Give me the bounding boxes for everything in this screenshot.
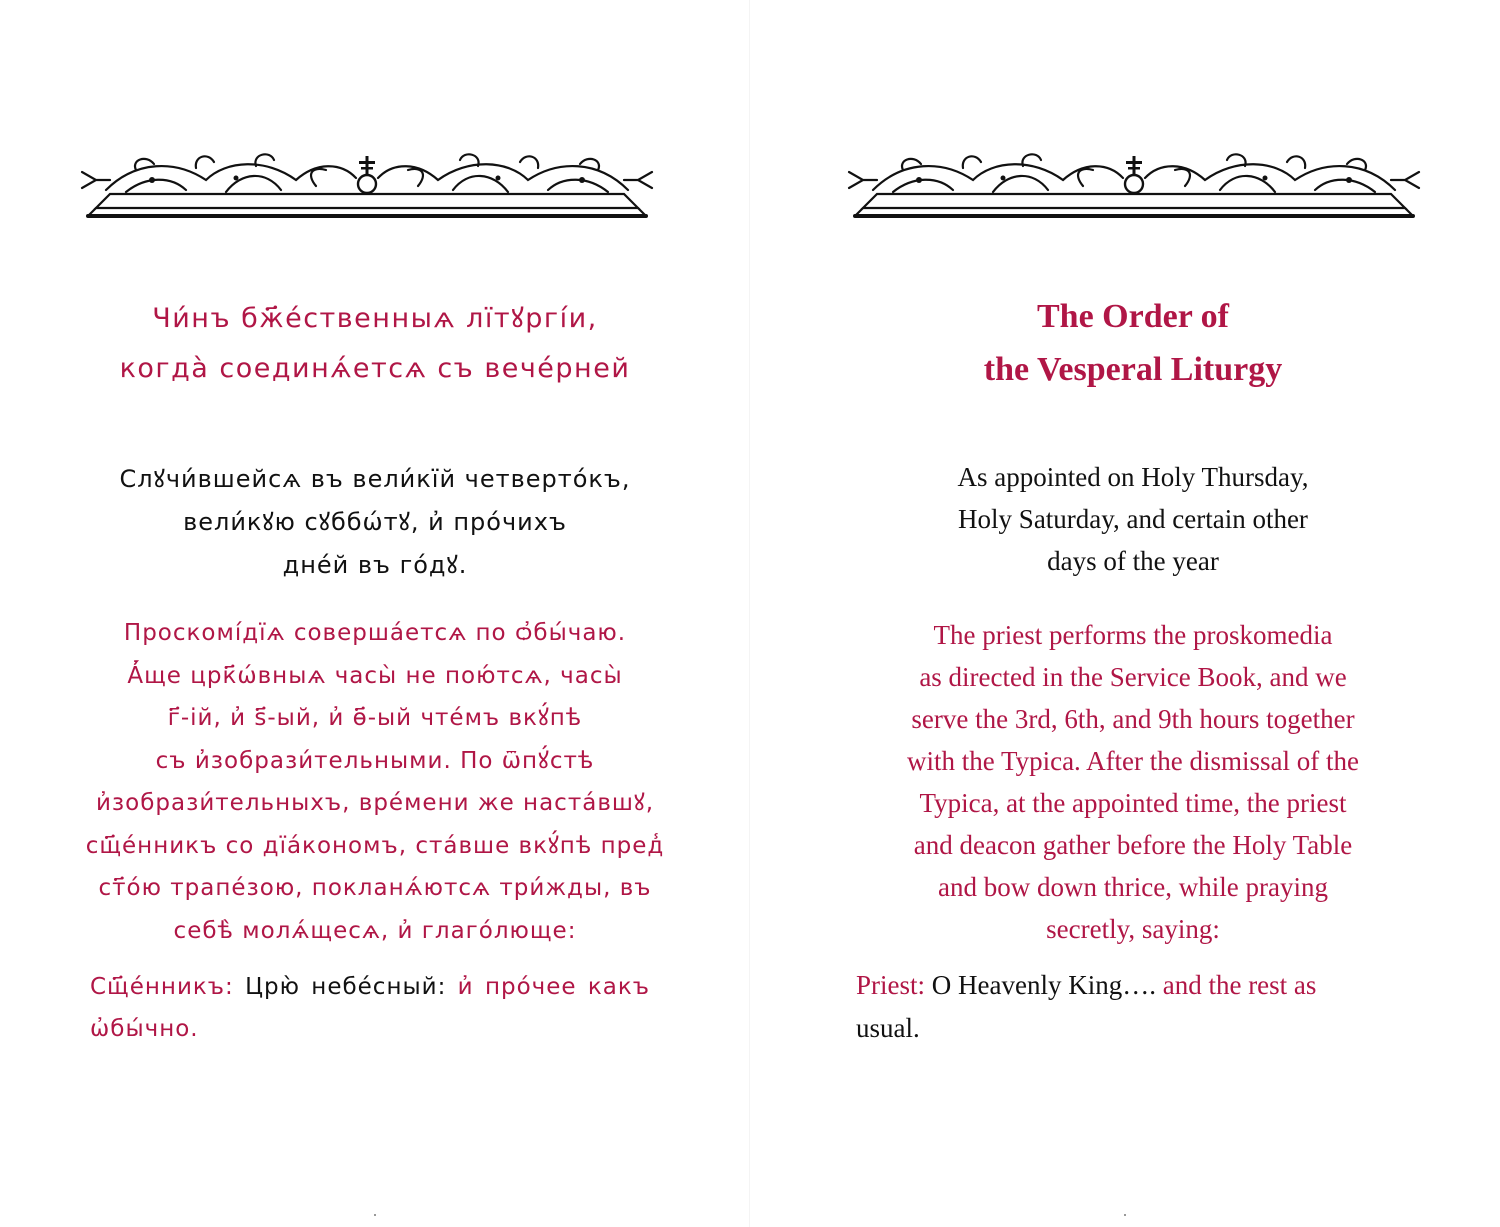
right-page <box>750 0 1500 1227</box>
english-rubric-line: with the Typica. After the dismissal of the <box>906 746 1360 776</box>
slavonic-priest-incipit: Црю̀ <box>245 974 300 1000</box>
slavonic-rubric-line: сщ҃е́нникъ со дїа́кономъ, ста́вше вкꙋ́пѣ пред̾ <box>85 832 665 859</box>
english-title-line-1: The Order of <box>1036 298 1229 335</box>
slavonic-rubric-line: съ и҆зобрази́тельными. По ѿпꙋ́стѣ <box>155 747 595 774</box>
slavonic-priest-text: небе́сный: <box>311 974 447 1000</box>
english-subtitle-line-3: days of the year <box>1047 546 1219 576</box>
english-rubric-line: serve the 3rd, 6th, and 9th hours together <box>911 704 1355 734</box>
slavonic-priest-rest: и҆ про́чее какъ <box>457 974 650 1000</box>
slavonic-subtitle-line-1: Слꙋчи́вшейсѧ въ вели́кїй четверто́къ, <box>119 465 631 493</box>
english-rubric-line: Typica, at the appointed time, the priest <box>919 788 1347 818</box>
slavonic-priest-line <box>90 966 650 1050</box>
english-subtitle <box>833 456 1433 582</box>
slavonic-subtitle-line-3: дне́й въ го́дꙋ. <box>282 551 468 579</box>
english-rubric-line: The priest performs the proskomedia <box>933 620 1333 650</box>
english-priest-rest: and the rest as <box>1162 970 1317 1000</box>
english-subtitle-line-2: Holy Saturday, and certain other <box>958 504 1308 534</box>
headpiece-ornament <box>76 150 658 226</box>
slavonic-title <box>75 294 675 394</box>
slavonic-priest-label: Сщ҃е́нникъ: <box>90 974 234 1000</box>
headpiece-ornament <box>843 150 1425 226</box>
slavonic-rubric-line: А҆́ще црк҃ѡ́вныѧ часы̀ не пою́тсѧ, часы̀ <box>127 662 623 689</box>
english-priest-label: Priest: <box>856 970 926 1000</box>
english-title <box>833 290 1433 396</box>
slavonic-rubric-line: ст҃о́ю трапе́зою, покланѧ́ютсѧ три́жды, въ <box>98 875 652 901</box>
slavonic-rubric-line: и҆зобрази́тельныхъ, вре́мени же наста́вшꙋ, <box>95 790 655 816</box>
folio-mark-left <box>374 1214 376 1216</box>
slavonic-subtitle <box>75 458 675 587</box>
english-subtitle-line-1: As appointed on Holy Thursday, <box>957 462 1309 492</box>
slavonic-rubric-line: себѣ̀ молѧ́щесѧ, и҆ глаго́люще: <box>173 917 577 944</box>
slavonic-subtitle-line-2: вели́кꙋю сꙋббѡ́тꙋ, и҆ про́чихъ <box>183 508 567 536</box>
english-rubric-line: secretly, saying: <box>1046 914 1220 944</box>
english-rubric-line: and deacon gather before the Holy Table <box>913 830 1353 860</box>
english-title-line-2: the Vesperal Liturgy <box>983 351 1283 388</box>
english-rubric-line: and bow down thrice, while praying <box>938 872 1328 902</box>
slavonic-rubric-line: г҃-ій, и҆ ѕ҃-ый, и҆ ѳ҃-ый чте́мъ вкꙋ́пѣ <box>167 705 583 731</box>
english-rubric-line: as directed in the Service Book, and we <box>919 662 1347 692</box>
slavonic-priest-rest-2: ѡ҆бы́чно. <box>90 1016 199 1042</box>
english-priest-rest-2: usual. <box>856 1013 920 1043</box>
slavonic-rubric <box>75 612 675 952</box>
english-rubric <box>833 614 1433 950</box>
slavonic-title-line-1: Чи́нъ бж҃е́ственныѧ лїтꙋргі́и, <box>152 303 598 334</box>
english-priest-text: O Heavenly King…. <box>931 970 1156 1000</box>
slavonic-title-line-2: когда̀ соединѧ́етсѧ съ вече́рней <box>119 353 631 384</box>
slavonic-rubric-line: Проскомі́дїѧ соверша́етсѧ по ѻ҆бы́чаю. <box>123 620 627 646</box>
english-priest-line <box>856 964 1412 1050</box>
folio-mark-right <box>1124 1214 1126 1216</box>
